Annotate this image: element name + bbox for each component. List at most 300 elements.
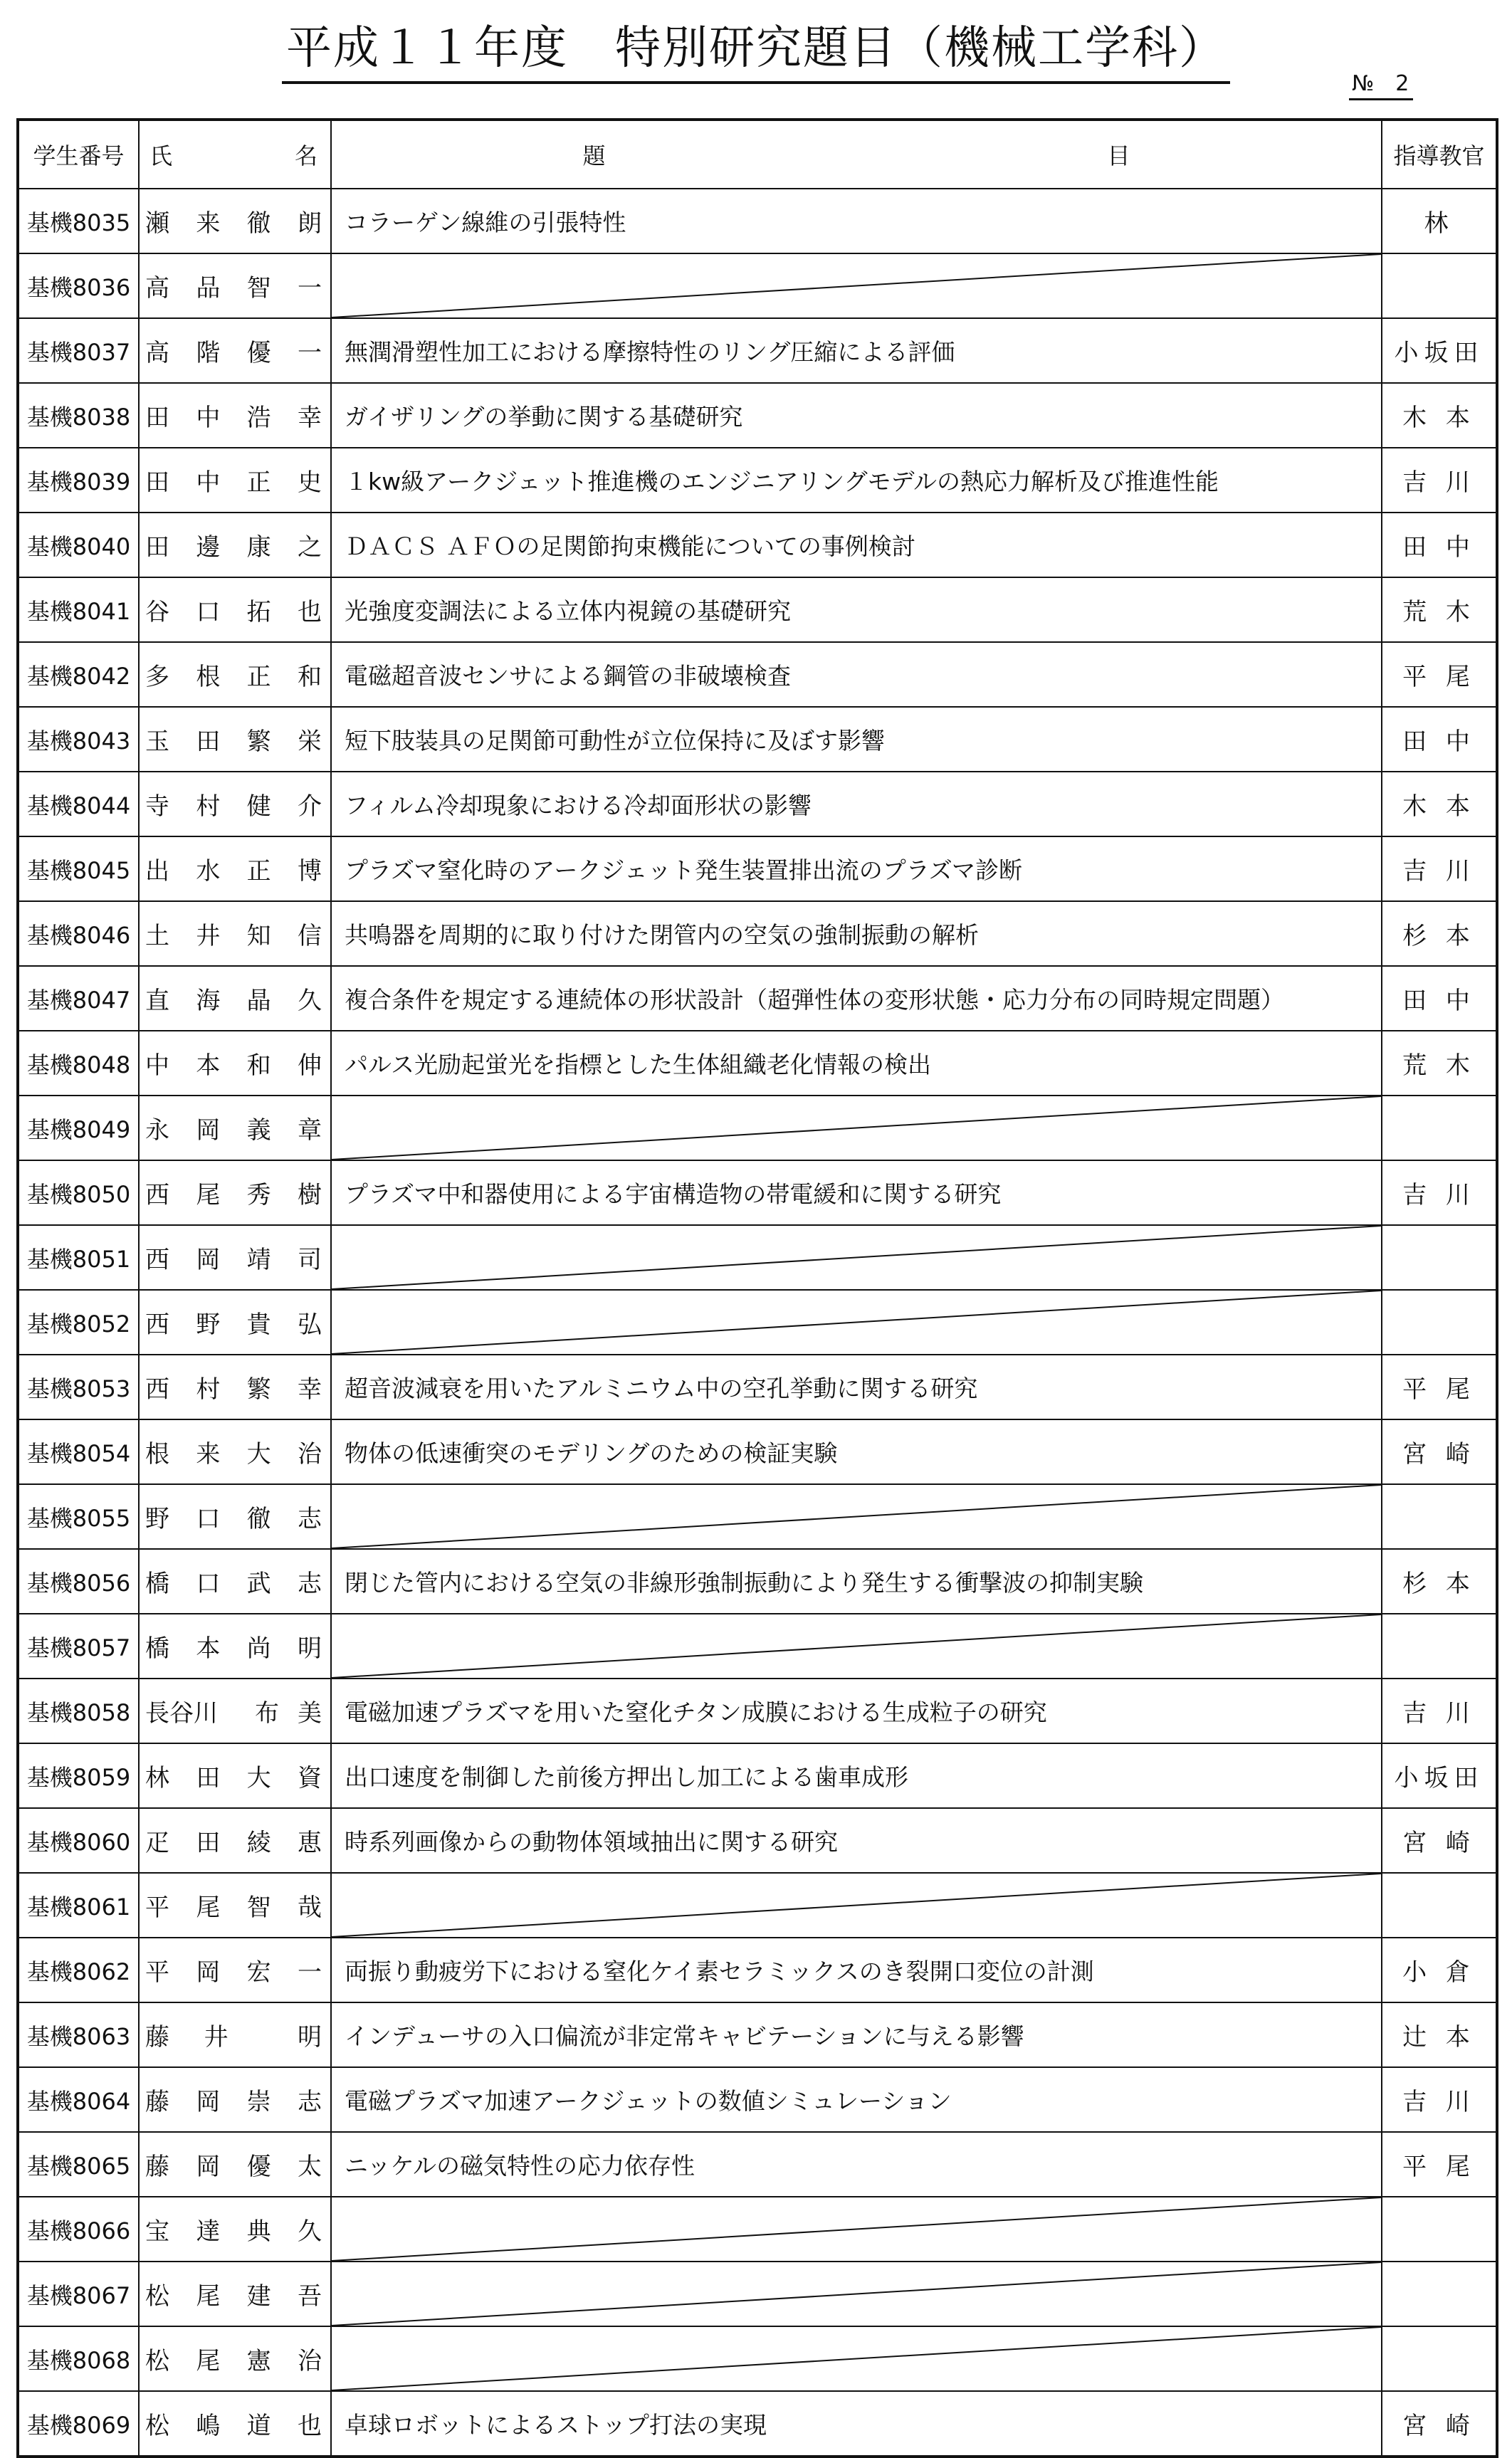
name-char: 岡 bbox=[196, 1958, 221, 1987]
student-name bbox=[139, 1484, 331, 1549]
student-name bbox=[139, 1355, 331, 1419]
name-char: 野 bbox=[196, 1311, 221, 1339]
table-row bbox=[18, 707, 1497, 772]
table-row bbox=[18, 2326, 1497, 2391]
student-number: 基機8062 bbox=[18, 1938, 139, 2002]
name-char: 和 bbox=[246, 1051, 271, 1080]
name-char: 美 bbox=[298, 1699, 322, 1728]
supervisor: 杉 本 bbox=[1382, 1549, 1497, 1614]
name-char: 崇 bbox=[246, 2088, 271, 2116]
student-number: 基機8059 bbox=[18, 1743, 139, 1808]
name-char: 西 bbox=[145, 1181, 169, 1209]
header-topic bbox=[331, 120, 1382, 189]
name-char: 樹 bbox=[297, 1181, 322, 1209]
student-name bbox=[139, 1614, 331, 1679]
name-char: 一 bbox=[297, 274, 322, 303]
name-char: 高 bbox=[145, 274, 169, 303]
name-char: 義 bbox=[246, 1116, 271, 1145]
name-char: 之 bbox=[297, 533, 322, 562]
student-number: 基機8041 bbox=[18, 577, 139, 642]
research-topics-table bbox=[16, 118, 1498, 2458]
name-char: 博 bbox=[297, 857, 322, 886]
supervisor: 平 尾 bbox=[1382, 1355, 1497, 1419]
supervisor: 辻 本 bbox=[1382, 2002, 1497, 2067]
name-char: 弘 bbox=[297, 1311, 322, 1339]
name-char: 藤 bbox=[145, 2023, 169, 2052]
name-char: 治 bbox=[297, 1440, 322, 1469]
table-row bbox=[18, 2262, 1497, 2326]
research-topic: 物体の低速衝突のモデリングのための検証実験 bbox=[331, 1419, 1382, 1484]
student-name bbox=[139, 383, 331, 448]
student-number: 基機8038 bbox=[18, 383, 139, 448]
name-char: 藤 bbox=[145, 2088, 169, 2116]
research-topic: 電磁プラズマ加速アークジェットの数値シミュレーション bbox=[331, 2067, 1382, 2132]
strike-line bbox=[332, 1226, 1381, 1289]
student-name bbox=[139, 707, 331, 772]
name-char: 也 bbox=[297, 2412, 322, 2440]
student-name bbox=[139, 577, 331, 642]
name-char: 階 bbox=[196, 339, 221, 367]
name-char: 智 bbox=[246, 1894, 271, 1922]
supervisor bbox=[1382, 1873, 1497, 1938]
name-char: 久 bbox=[297, 2217, 322, 2246]
student-name-chars bbox=[145, 1434, 322, 1469]
research-topic-blank bbox=[331, 1873, 1382, 1938]
student-number: 基機8055 bbox=[18, 1484, 139, 1549]
strike-line bbox=[332, 1291, 1381, 1354]
name-char: 伸 bbox=[297, 1051, 322, 1080]
table-row bbox=[18, 448, 1497, 513]
student-number: 基機8058 bbox=[18, 1679, 139, 1743]
table-row bbox=[18, 2132, 1497, 2197]
name-char: 本 bbox=[196, 1634, 221, 1663]
research-topic: 共鳴器を周期的に取り付けた閉管内の空気の強制振動の解析 bbox=[331, 901, 1382, 966]
student-name-chars bbox=[145, 2147, 322, 2182]
name-char: 邊 bbox=[196, 533, 221, 562]
supervisor: 吉 川 bbox=[1382, 836, 1497, 901]
name-char: 品 bbox=[196, 274, 221, 303]
name-char: 土 bbox=[145, 922, 169, 950]
supervisor: 吉 川 bbox=[1382, 1679, 1497, 1743]
research-topic: 出口速度を制御した前後方押出し加工による歯車成形 bbox=[331, 1743, 1382, 1808]
name-char: 寺 bbox=[145, 792, 169, 821]
student-name bbox=[139, 513, 331, 577]
table-row bbox=[18, 2067, 1497, 2132]
name-char: 松 bbox=[145, 2282, 169, 2311]
supervisor: 吉 川 bbox=[1382, 2067, 1497, 2132]
student-name bbox=[139, 1549, 331, 1614]
name-char: 谷 bbox=[145, 598, 169, 626]
supervisor: 宮 崎 bbox=[1382, 1808, 1497, 1873]
name-char: 秀 bbox=[246, 1181, 271, 1209]
supervisor bbox=[1382, 1096, 1497, 1160]
name-char: 恵 bbox=[297, 1829, 322, 1857]
research-topic-blank bbox=[331, 2262, 1382, 2326]
name-char: 資 bbox=[297, 1764, 322, 1792]
strike-line bbox=[332, 1485, 1381, 1548]
supervisor: 宮 崎 bbox=[1382, 1419, 1497, 1484]
student-number: 基機8052 bbox=[18, 1290, 139, 1355]
table-row bbox=[18, 318, 1497, 383]
research-topic: １kw級アークジェット推進機のエンジニアリングモデルの熱応力解析及び推進性能 bbox=[331, 448, 1382, 513]
student-name-chars bbox=[145, 851, 322, 886]
research-topic: 電磁加速プラズマを用いた窒化チタン成膜における生成粒子の研究 bbox=[331, 1679, 1382, 1743]
name-char: 介 bbox=[297, 792, 322, 821]
student-name-chars bbox=[145, 1499, 322, 1534]
supervisor: 田 中 bbox=[1382, 966, 1497, 1031]
name-char: 正 bbox=[246, 663, 271, 691]
research-topic: 電磁超音波センサによる鋼管の非破壊検査 bbox=[331, 642, 1382, 707]
name-char: 高 bbox=[145, 339, 169, 367]
student-number: 基機8057 bbox=[18, 1614, 139, 1679]
research-topic-blank bbox=[331, 1484, 1382, 1549]
student-name-chars bbox=[145, 657, 322, 692]
student-name bbox=[139, 2326, 331, 2391]
name-char: 来 bbox=[196, 1440, 221, 1469]
research-topic: 短下肢装具の足関節可動性が立位保持に及ぼす影響 bbox=[331, 707, 1382, 772]
student-name bbox=[139, 2002, 331, 2067]
name-char: 田 bbox=[145, 404, 169, 432]
name-char: 永 bbox=[145, 1116, 169, 1145]
name-char: 一 bbox=[297, 1958, 322, 1987]
table-row bbox=[18, 577, 1497, 642]
research-topic: パルス光励起蛍光を指標とした生体組織老化情報の検出 bbox=[331, 1031, 1382, 1096]
research-topic: プラズマ中和器使用による宇宙構造物の帯電緩和に関する研究 bbox=[331, 1160, 1382, 1225]
student-name-chars bbox=[145, 787, 322, 821]
strike-line bbox=[332, 1096, 1381, 1160]
student-number: 基機8061 bbox=[18, 1873, 139, 1938]
name-char: 村 bbox=[196, 1375, 221, 1404]
student-name-chars bbox=[145, 527, 322, 562]
name-char: 田 bbox=[196, 728, 221, 756]
page-title bbox=[0, 20, 1512, 84]
table-row bbox=[18, 1743, 1497, 1808]
student-name-chars bbox=[145, 204, 322, 238]
name-char: 志 bbox=[297, 1505, 322, 1533]
student-name bbox=[139, 2391, 331, 2457]
student-number: 基機8049 bbox=[18, 1096, 139, 1160]
name-char: 直 bbox=[145, 987, 169, 1015]
name-char: 松 bbox=[145, 2412, 169, 2440]
student-number: 基機8063 bbox=[18, 2002, 139, 2067]
student-name-chars bbox=[145, 2406, 322, 2441]
name-char: 典 bbox=[246, 2217, 271, 2246]
table-body bbox=[18, 189, 1497, 2457]
student-number: 基機8065 bbox=[18, 2132, 139, 2197]
student-name-chars bbox=[145, 2212, 322, 2247]
table-row bbox=[18, 642, 1497, 707]
student-number: 基機8042 bbox=[18, 642, 139, 707]
name-char: 哉 bbox=[297, 1894, 322, 1922]
research-topic: 卓球ロボットによるストップ打法の実現 bbox=[331, 2391, 1382, 2457]
student-name bbox=[139, 642, 331, 707]
name-char: 康 bbox=[246, 533, 271, 562]
name-char: 根 bbox=[145, 1440, 169, 1469]
student-name-chars bbox=[145, 463, 322, 498]
research-topic: ニッケルの磁気特性の応力依存性 bbox=[331, 2132, 1382, 2197]
student-number: 基機8056 bbox=[18, 1549, 139, 1614]
name-char: 明 bbox=[297, 2023, 322, 2052]
student-name bbox=[139, 1938, 331, 2002]
name-char: 徹 bbox=[246, 209, 271, 238]
name-char: 田 bbox=[196, 1764, 221, 1792]
name-char: 智 bbox=[246, 274, 271, 303]
supervisor bbox=[1382, 2262, 1497, 2326]
name-char: 疋 bbox=[145, 1829, 169, 1857]
student-name bbox=[139, 1679, 331, 1743]
name-char: 海 bbox=[196, 987, 221, 1015]
student-name bbox=[139, 1160, 331, 1225]
name-char: 栄 bbox=[297, 728, 322, 756]
table-row bbox=[18, 1679, 1497, 1743]
supervisor: 木 本 bbox=[1382, 383, 1497, 448]
header-name-2: 名 bbox=[294, 142, 317, 169]
student-number: 基機8053 bbox=[18, 1355, 139, 1419]
student-name-chars bbox=[145, 333, 322, 368]
student-name bbox=[139, 1096, 331, 1160]
research-topic: プラズマ窒化時のアークジェット発生装置排出流のプラズマ診断 bbox=[331, 836, 1382, 901]
name-char: 岡 bbox=[196, 2153, 221, 2181]
name-char: 長谷川 bbox=[145, 1699, 218, 1728]
student-name-chars bbox=[145, 1953, 322, 1987]
table-header-row bbox=[18, 120, 1497, 189]
strike-line bbox=[332, 2262, 1381, 2326]
student-name bbox=[139, 901, 331, 966]
table-row bbox=[18, 1160, 1497, 1225]
research-topic: ガイザリングの挙動に関する基礎研究 bbox=[331, 383, 1382, 448]
name-char: 井 bbox=[196, 922, 221, 950]
name-char: 史 bbox=[297, 468, 322, 497]
name-char: 西 bbox=[145, 1375, 169, 1404]
header-name-1: 氏 bbox=[149, 142, 173, 169]
table-row bbox=[18, 1938, 1497, 2002]
student-name-chars bbox=[145, 1240, 322, 1275]
student-number: 基機8047 bbox=[18, 966, 139, 1031]
supervisor: 杉 本 bbox=[1382, 901, 1497, 966]
supervisor: 林 bbox=[1382, 189, 1497, 253]
name-char: 志 bbox=[297, 2088, 322, 2116]
header-student-no: 学生番号 bbox=[18, 120, 139, 189]
student-number: 基機8066 bbox=[18, 2197, 139, 2262]
name-char: 尾 bbox=[196, 2282, 221, 2311]
name-char: 大 bbox=[246, 1764, 271, 1792]
supervisor bbox=[1382, 1484, 1497, 1549]
research-topic: 時系列画像からの動物体領域抽出に関する研究 bbox=[331, 1808, 1382, 1873]
name-char: 繁 bbox=[246, 1375, 271, 1404]
supervisor: 田 中 bbox=[1382, 707, 1497, 772]
research-topic: 複合条件を規定する連続体の形状設計（超弾性体の変形状態・応力分布の同時規定問題） bbox=[331, 966, 1382, 1031]
supervisor: 小坂田 bbox=[1382, 1743, 1497, 1808]
student-name bbox=[139, 1808, 331, 1873]
name-char: 朗 bbox=[297, 209, 322, 238]
student-name-chars bbox=[145, 1888, 322, 1923]
name-char: 宏 bbox=[246, 1958, 271, 1987]
name-char: 幸 bbox=[297, 1375, 322, 1404]
name-char: 信 bbox=[297, 922, 322, 950]
supervisor: 宮 崎 bbox=[1382, 2391, 1497, 2457]
supervisor: 荒 木 bbox=[1382, 577, 1497, 642]
student-number: 基機8043 bbox=[18, 707, 139, 772]
name-char: 布 bbox=[255, 1699, 279, 1728]
student-name-chars bbox=[145, 1370, 322, 1404]
table-row bbox=[18, 836, 1497, 901]
table-row bbox=[18, 1808, 1497, 1873]
supervisor bbox=[1382, 1614, 1497, 1679]
research-topic: コラーゲン線維の引張特性 bbox=[331, 189, 1382, 253]
student-number: 基機8045 bbox=[18, 836, 139, 901]
name-char: 正 bbox=[246, 468, 271, 497]
student-name-chars bbox=[145, 981, 322, 1016]
research-topic-blank bbox=[331, 253, 1382, 318]
student-name bbox=[139, 2132, 331, 2197]
student-name-chars bbox=[145, 2341, 322, 2376]
research-topic: 閉じた管内における空気の非線形強制振動により発生する衝撃波の抑制実験 bbox=[331, 1549, 1382, 1614]
name-char: 口 bbox=[196, 1505, 221, 1533]
student-name bbox=[139, 2262, 331, 2326]
name-char: 正 bbox=[246, 857, 271, 886]
name-char: 拓 bbox=[246, 598, 271, 626]
name-char: 瀬 bbox=[145, 209, 169, 238]
student-number: 基機8037 bbox=[18, 318, 139, 383]
student-number: 基機8064 bbox=[18, 2067, 139, 2132]
name-char: 知 bbox=[246, 922, 271, 950]
supervisor: 荒 木 bbox=[1382, 1031, 1497, 1096]
student-number: 基機8048 bbox=[18, 1031, 139, 1096]
student-name-chars bbox=[145, 268, 322, 303]
name-char: 武 bbox=[246, 1570, 271, 1598]
table-row bbox=[18, 772, 1497, 836]
table-row bbox=[18, 2002, 1497, 2067]
strike-line bbox=[332, 1614, 1381, 1678]
student-number: 基機8060 bbox=[18, 1808, 139, 1873]
supervisor bbox=[1382, 2197, 1497, 2262]
name-char: 道 bbox=[246, 2412, 271, 2440]
table-row bbox=[18, 1290, 1497, 1355]
student-number: 基機8036 bbox=[18, 253, 139, 318]
name-char: 田 bbox=[145, 533, 169, 562]
name-char: 章 bbox=[297, 1116, 322, 1145]
student-name bbox=[139, 2197, 331, 2262]
name-char: 水 bbox=[196, 857, 221, 886]
table-row bbox=[18, 1549, 1497, 1614]
student-name bbox=[139, 1743, 331, 1808]
table-row bbox=[18, 901, 1497, 966]
student-number: 基機8067 bbox=[18, 2262, 139, 2326]
supervisor bbox=[1382, 1225, 1497, 1290]
header-name bbox=[139, 120, 331, 189]
table-row bbox=[18, 2197, 1497, 2262]
supervisor: 吉 川 bbox=[1382, 1160, 1497, 1225]
student-name bbox=[139, 1225, 331, 1290]
student-number: 基機8054 bbox=[18, 1419, 139, 1484]
supervisor bbox=[1382, 2326, 1497, 2391]
student-name-chars bbox=[145, 1110, 322, 1145]
student-number: 基機8039 bbox=[18, 448, 139, 513]
research-topic-blank bbox=[331, 2326, 1382, 2391]
research-topic: フィルム冷却現象における冷却面形状の影響 bbox=[331, 772, 1382, 836]
name-char: 田 bbox=[196, 1829, 221, 1857]
table-row bbox=[18, 1031, 1497, 1096]
name-char: 大 bbox=[246, 1440, 271, 1469]
table-row bbox=[18, 1225, 1497, 1290]
header-topic-1: 題 bbox=[582, 142, 606, 169]
name-char: 太 bbox=[297, 2153, 322, 2181]
research-topic: ＤＡＣＳ ＡＦＯの足関節拘束機能についての事例検討 bbox=[331, 513, 1382, 577]
name-char: 中 bbox=[145, 1051, 169, 1080]
name-char: 岡 bbox=[196, 1116, 221, 1145]
student-name bbox=[139, 189, 331, 253]
research-topic: インデューサの入口偏流が非定常キャビテーションに与える影響 bbox=[331, 2002, 1382, 2067]
name-char: 橋 bbox=[145, 1570, 169, 1598]
research-topic: 光強度変調法による立体内視鏡の基礎研究 bbox=[331, 577, 1382, 642]
name-char: 平 bbox=[145, 1958, 169, 1987]
student-name-chars bbox=[145, 1564, 322, 1599]
student-name-chars bbox=[145, 1693, 322, 1728]
name-char: 徹 bbox=[246, 1505, 271, 1533]
research-topic: 無潤滑塑性加工における摩擦特性のリング圧縮による評価 bbox=[331, 318, 1382, 383]
name-char: 司 bbox=[297, 1246, 322, 1274]
student-name-chars bbox=[145, 1175, 322, 1210]
name-char: 平 bbox=[145, 1894, 169, 1922]
student-number: 基機8044 bbox=[18, 772, 139, 836]
table-row bbox=[18, 966, 1497, 1031]
supervisor: 吉 川 bbox=[1382, 448, 1497, 513]
page-number: № 2 bbox=[1349, 71, 1413, 100]
name-char: 多 bbox=[145, 663, 169, 691]
name-char: 也 bbox=[297, 598, 322, 626]
name-char: 口 bbox=[196, 598, 221, 626]
strike-line bbox=[332, 1874, 1381, 1937]
student-name-chars bbox=[145, 916, 322, 951]
name-char: 達 bbox=[196, 2217, 221, 2246]
strike-line bbox=[332, 2327, 1381, 2390]
name-char: 和 bbox=[297, 663, 322, 691]
table-row bbox=[18, 253, 1497, 318]
name-char: 田 bbox=[145, 468, 169, 497]
name-char: 吾 bbox=[297, 2282, 322, 2311]
header-topic-2: 目 bbox=[1107, 142, 1130, 169]
student-name-chars bbox=[145, 398, 322, 433]
supervisor: 小 倉 bbox=[1382, 1938, 1497, 2002]
supervisor: 田 中 bbox=[1382, 513, 1497, 577]
name-char: 宝 bbox=[145, 2217, 169, 2246]
student-name bbox=[139, 253, 331, 318]
name-char: 中 bbox=[196, 468, 221, 497]
student-name bbox=[139, 318, 331, 383]
supervisor: 平 尾 bbox=[1382, 2132, 1497, 2197]
research-topic: 超音波減衰を用いたアルミニウム中の空孔挙動に関する研究 bbox=[331, 1355, 1382, 1419]
name-char: 橋 bbox=[145, 1634, 169, 1663]
name-char: 貴 bbox=[246, 1311, 271, 1339]
table-row bbox=[18, 383, 1497, 448]
student-name-chars bbox=[145, 1758, 322, 1793]
table-row bbox=[18, 1614, 1497, 1679]
name-char: 優 bbox=[246, 339, 271, 367]
table-row bbox=[18, 513, 1497, 577]
student-name bbox=[139, 1031, 331, 1096]
name-char: 優 bbox=[246, 2153, 271, 2181]
name-char: 一 bbox=[297, 339, 322, 367]
strike-line bbox=[332, 254, 1381, 317]
name-char: 健 bbox=[246, 792, 271, 821]
research-topic: 両振り動疲労下における窒化ケイ素セラミックスのき裂開口変位の計測 bbox=[331, 1938, 1382, 2002]
student-number: 基機8040 bbox=[18, 513, 139, 577]
research-topic-blank bbox=[331, 1614, 1382, 1679]
table-row bbox=[18, 1355, 1497, 1419]
name-char: 岡 bbox=[196, 2088, 221, 2116]
supervisor: 平 尾 bbox=[1382, 642, 1497, 707]
name-char: 尾 bbox=[196, 2347, 221, 2375]
